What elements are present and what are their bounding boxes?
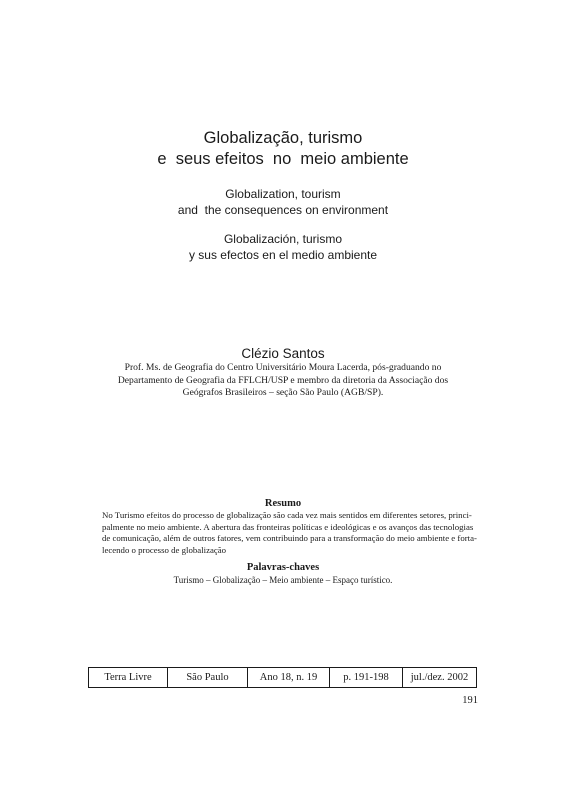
title-spanish (0, 231, 566, 263)
abstract-heading: Resumo (264, 498, 302, 509)
keywords-list: Turismo – Globalização – Meio ambiente – Espaço turístico. (173, 575, 393, 585)
page-range: p. 191-198 (330, 668, 403, 688)
author-affiliation (0, 362, 566, 400)
title-portuguese-line-1: Globalização, turismo (203, 129, 363, 147)
publication-date: jul./dez. 2002 (403, 668, 477, 688)
affiliation-line: Geógrafos Brasileiros – seção São Paulo (AGB/SP). (182, 387, 384, 398)
keywords-heading: Palavras-chaves (246, 562, 320, 573)
abstract-body (102, 510, 477, 556)
publication-info-table (88, 667, 477, 688)
author-name: Clézio Santos (241, 346, 325, 361)
affiliation-line: Departamento de Geografia da FFLCH/USP e membro da diretoria da Associação dos (117, 374, 449, 386)
journal-name: Terra Livre (89, 668, 168, 688)
abstract-line: de comunicação, além de outros fatores, vem contribuindo para a transformação do meio ambiente e forta- (102, 533, 477, 544)
title-spanish-line-1: Globalización, turismo (223, 232, 343, 246)
title-spanish-line-2: y sus efectos en el medio ambiente (188, 248, 378, 262)
abstract-line: palmente no meio ambiente. A abertura das fronteiras políticas e ideológicas e os avanços das tecnologias (102, 521, 474, 532)
volume-issue: Ano 18, n. 19 (248, 668, 330, 688)
title-english (0, 186, 566, 218)
title-english-line-2: and the consequences on environment (177, 203, 389, 217)
title-english-line-1: Globalization, tourism (225, 187, 341, 201)
affiliation-line: Prof. Ms. de Geografia do Centro Universitário Moura Lacerda, pós-graduando no (124, 362, 442, 373)
publication-city: São Paulo (168, 668, 248, 688)
page-number: 191 (462, 695, 478, 706)
abstract-line: No Turismo efeitos do processo de globalização são cada vez mais sentidos em diferentes setores, princi- (102, 510, 472, 520)
title-portuguese (0, 128, 566, 170)
publication-info-row (89, 668, 477, 688)
title-portuguese-line-2: e seus efeitos no meio ambiente (157, 150, 409, 168)
abstract-line: lecendo o processo de globalização (102, 544, 227, 555)
